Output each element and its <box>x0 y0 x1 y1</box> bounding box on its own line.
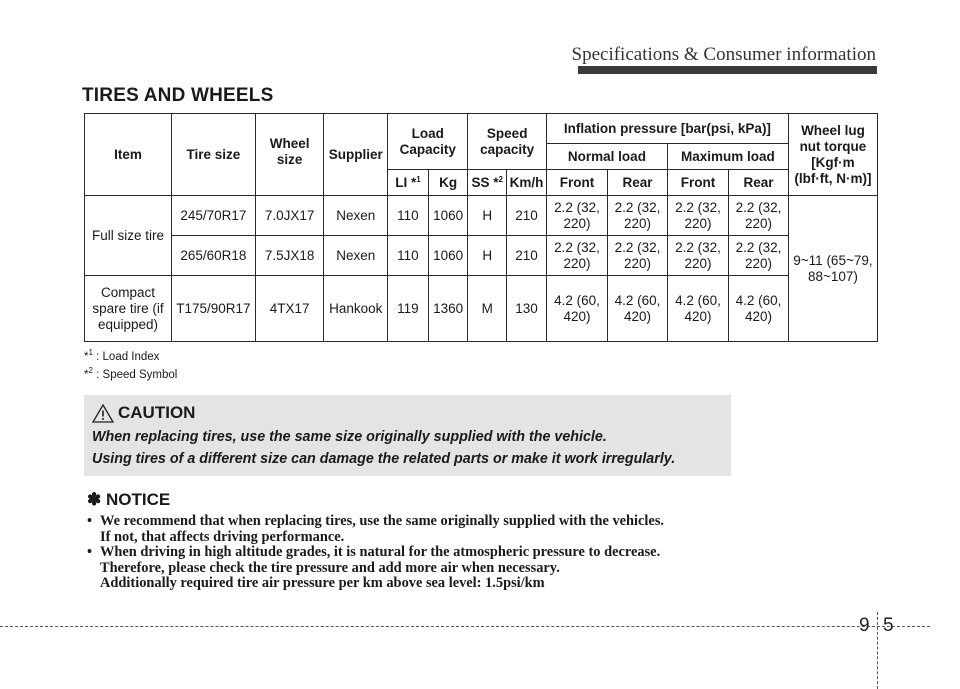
footnote-speed-symbol: *$^2$ : Speed Symbol <box>84 366 178 381</box>
cell-max-rear: 4.2 (60, 420) <box>729 276 789 342</box>
header-max-rear: Rear <box>729 170 789 196</box>
list-item: • We recommend that when replacing tires, use the same originally supplied with the vehicles. If not, that affects driving performance. <box>87 513 665 545</box>
header-maximum-load: Maximum load <box>667 144 788 170</box>
cell-max-front: 4.2 (60, 420) <box>667 276 728 342</box>
footer-rule <box>0 626 930 627</box>
group-full-size: Full size tire <box>85 196 172 276</box>
table-row <box>85 276 878 342</box>
header-li: LI *$^1$ <box>388 170 429 196</box>
cell-normal-rear: 4.2 (60, 420) <box>608 276 668 342</box>
cell-ss: H <box>468 236 507 276</box>
cell-ss: H <box>468 196 507 236</box>
cell-normal-rear: 2.2 (32, 220) <box>608 196 668 236</box>
table-row <box>85 236 878 276</box>
header-max-front: Front <box>667 170 728 196</box>
page-number: 5 <box>883 615 894 636</box>
tires-wheels-table <box>84 113 878 342</box>
header-bar <box>578 66 877 74</box>
cell-max-front: 2.2 (32, 220) <box>667 236 728 276</box>
cell-kmh: 210 <box>507 236 547 276</box>
cell-wheel-size: 7.0JX17 <box>255 196 324 236</box>
cell-ss: M <box>468 276 507 342</box>
cell-kg: 1060 <box>428 236 468 276</box>
cell-normal-front: 4.2 (60, 420) <box>546 276 607 342</box>
cell-wheel-size: 4TX17 <box>255 276 324 342</box>
cell-tire-size: 265/60R18 <box>172 236 256 276</box>
cell-kg: 1360 <box>428 276 468 342</box>
cell-normal-front: 2.2 (32, 220) <box>546 236 607 276</box>
notice-title: ✽ NOTICE <box>87 490 171 509</box>
section-title: TIRES AND WHEELS <box>82 85 274 106</box>
warning-icon <box>92 404 114 423</box>
cell-kmh: 130 <box>507 276 547 342</box>
caution-text-1: When replacing tires, use the same size originally supplied with the vehicle. <box>92 429 607 445</box>
group-compact: Compact spare tire (if equipped) <box>85 276 172 342</box>
footer-separator <box>877 612 878 689</box>
caution-title: CAUTION <box>118 403 196 422</box>
cell-kmh: 210 <box>507 196 547 236</box>
caution-text-2: Using tires of a different size can damage the related parts or make it work irregularly. <box>92 451 676 467</box>
header-title: Specifications & Consumer information <box>571 44 876 65</box>
cell-normal-rear: 2.2 (32, 220) <box>608 236 668 276</box>
bullet-icon: • <box>87 544 93 560</box>
notice-list <box>87 514 877 592</box>
cell-supplier: Hankook <box>324 276 388 342</box>
header-torque: Wheel lug nut torque [Kgf·m (lbf·ft, N·m)] <box>788 114 877 196</box>
caution-box <box>84 395 731 476</box>
header-normal-rear: Rear <box>608 170 668 196</box>
header-tire-size: Tire size <box>172 114 256 196</box>
cell-max-front: 2.2 (32, 220) <box>667 196 728 236</box>
header-wheel-size: Wheel size <box>255 114 324 196</box>
cell-li: 110 <box>388 196 429 236</box>
cell-max-rear: 2.2 (32, 220) <box>729 236 789 276</box>
header-kg: Kg <box>428 170 468 196</box>
header-normal-load: Normal load <box>546 144 667 170</box>
cell-supplier: Nexen <box>324 236 388 276</box>
header-speed-capacity: Speed capacity <box>468 114 547 170</box>
cell-normal-front: 2.2 (32, 220) <box>546 196 607 236</box>
header-load-capacity: Load Capacity <box>388 114 468 170</box>
cell-li: 119 <box>388 276 429 342</box>
header-ss: SS *$^2$ <box>468 170 507 196</box>
header-inflation-pressure: Inflation pressure [bar(psi, kPa)] <box>546 114 788 144</box>
table-row <box>85 196 878 236</box>
cell-torque: 9~11 (65~79, 88~107) <box>788 196 877 342</box>
cell-wheel-size: 7.5JX18 <box>255 236 324 276</box>
header-kmh: Km/h <box>507 170 547 196</box>
cell-li: 110 <box>388 236 429 276</box>
cell-supplier: Nexen <box>324 196 388 236</box>
cell-max-rear: 2.2 (32, 220) <box>729 196 789 236</box>
header-item: Item <box>85 114 172 196</box>
list-item: • When driving in high altitude grades, it is natural for the atmospheric pressure to decrease. Therefore, please check the tire pressure and add more air when necessary. Additionally required tire air pressure per km above sea level: 1.5psi/km <box>87 544 661 591</box>
header-normal-front: Front <box>546 170 607 196</box>
cell-kg: 1060 <box>428 196 468 236</box>
cell-tire-size: 245/70R17 <box>172 196 256 236</box>
cell-tire-size: T175/90R17 <box>172 276 256 342</box>
chapter-number: 9 <box>859 615 870 636</box>
header-supplier: Supplier <box>324 114 388 196</box>
bullet-icon: • <box>87 513 93 529</box>
footnotes <box>84 348 178 387</box>
footnote-load-index: *$^1$ : Load Index <box>84 348 160 363</box>
